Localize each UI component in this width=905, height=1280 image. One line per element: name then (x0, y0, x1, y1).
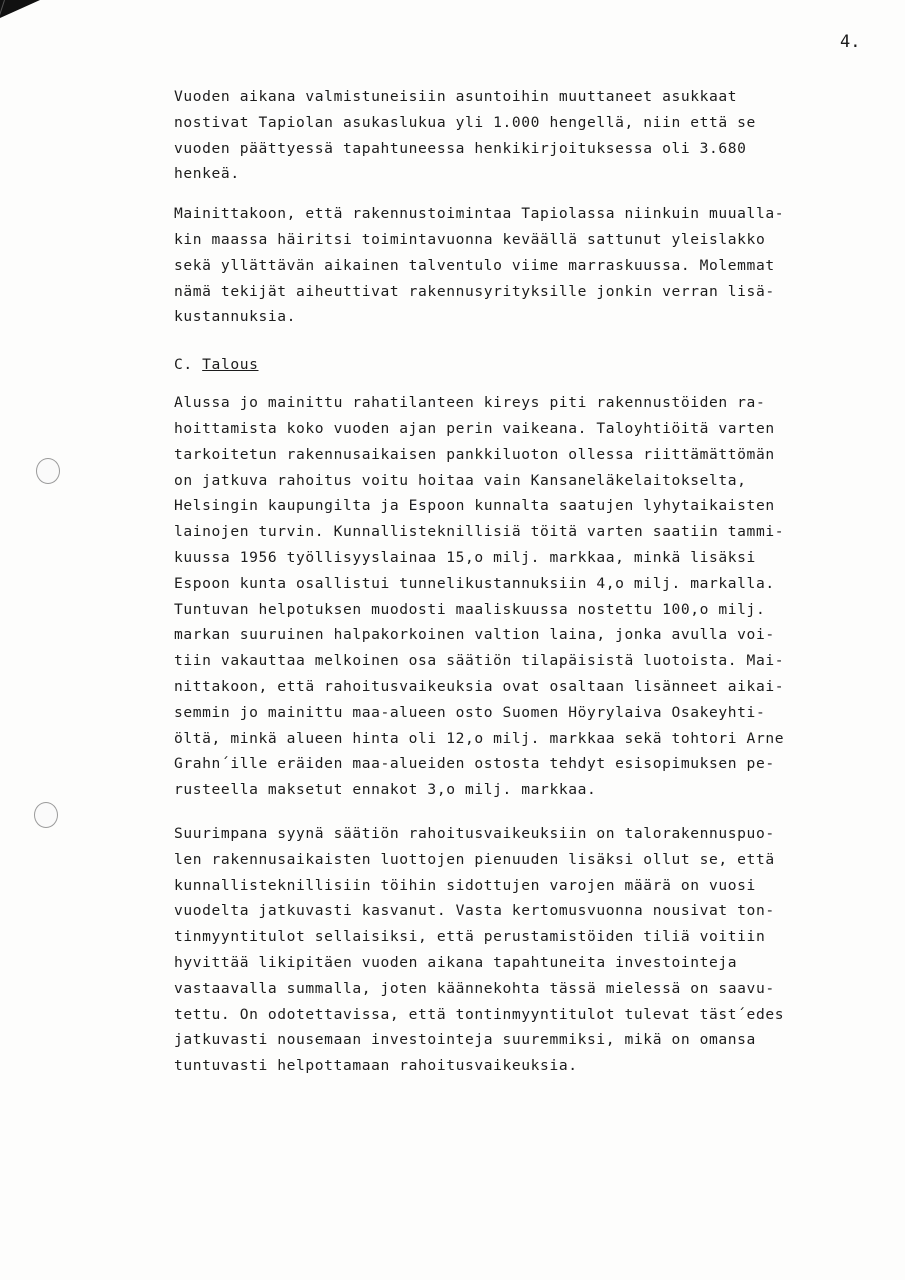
text-line: on jatkuva rahoitus voitu hoitaa vain Kansaneläkelaitokselta, (174, 471, 747, 489)
text-line: nostivat Tapiolan asukaslukua yli 1.000 hengellä, niin että se (174, 113, 756, 131)
text-line: Suurimpana syynä säätiön rahoitusvaikeuksiin on talorakennuspuo- (174, 824, 775, 842)
text-line: Grahn´ille eräiden maa-alueiden ostosta tehdyt esisopimuksen pe- (174, 755, 775, 773)
punch-hole (36, 458, 60, 484)
text-line: rusteella maksetut ennakot 3,o milj. markkaa. (174, 781, 597, 799)
text-line: nämä tekijät aiheuttivat rakennusyrityksille jonkin verran lisä- (174, 282, 775, 300)
paragraph-4 (174, 821, 879, 1079)
text-line: tinmyyntitulot sellaisiksi, että perustamistöiden tiliä voitiin (174, 928, 766, 946)
text-line: tuntuvasti helpottamaan rahoitusvaikeuksia. (174, 1057, 578, 1075)
text-line: vuodelta jatkuvasti kasvanut. Vasta kertomusvuonna nousivat ton- (174, 902, 775, 920)
text-line: vuoden päättyessä tapahtuneessa henkikirjoituksessa oli 3.680 (174, 139, 747, 157)
scan-corner-mark (0, 0, 40, 18)
text-line: öltä, minkä alueen hinta oli 12,o milj. markkaa sekä tohtori Arne (174, 729, 785, 747)
text-line: henkeä. (174, 165, 240, 183)
text-line: kin maassa häiritsi toimintavuonna keväällä sattunut yleislakko (174, 230, 766, 248)
punch-hole (34, 802, 58, 828)
text-line: len rakennusaikaisten luottojen pienuuden lisäksi ollut se, että (174, 850, 775, 868)
text-line: hyvittää likipitäen vuoden aikana tapahtuneita investointeja (174, 953, 738, 971)
document-body (174, 84, 879, 1079)
section-letter: C. (174, 356, 193, 374)
section-title: Talous (202, 356, 259, 374)
text-line: Tuntuvan helpotuksen muodosti maaliskuussa nostettu 100,o milj. (174, 600, 766, 618)
text-line: tiin vakauttaa melkoinen osa säätiön tilapäisistä luotoista. Mai- (174, 652, 785, 670)
text-line: Vuoden aikana valmistuneisiin asuntoihin muuttaneet asukkaat (174, 88, 738, 105)
text-line: kustannuksia. (174, 308, 297, 326)
text-line: jatkuvasti nousemaan investointeja suuremmiksi, mikä on omansa (174, 1031, 756, 1049)
page-number: 4. (840, 32, 861, 52)
paragraph-2 (174, 201, 879, 330)
section-heading (174, 354, 879, 376)
text-line: sekä yllättävän aikainen talventulo viime marraskuussa. Molemmat (174, 256, 775, 274)
paragraph-3 (174, 390, 879, 803)
text-line: tarkoitetun rakennusaikaisen pankkiluoton ollessa riittämättömän (174, 445, 775, 463)
text-line: Helsingin kaupungilta ja Espoon kunnalta saatujen lyhytaikaisten (174, 497, 775, 515)
text-line: vastaavalla summalla, joten käännekohta tässä mielessä on saavu- (174, 979, 775, 997)
text-line: nittakoon, että rahoitusvaikeuksia ovat osaltaan lisänneet aikai- (174, 677, 785, 695)
scan-edge-line (0, 0, 5, 124)
text-line: tettu. On odotettavissa, että tontinmyyntitulot tulevat täst´edes (174, 1005, 785, 1023)
text-line: lainojen turvin. Kunnallisteknillisiä töitä varten saatiin tammi- (174, 523, 785, 541)
text-line: Espoon kunta osallistui tunnelikustannuksiin 4,o milj. markalla. (174, 574, 775, 592)
paragraph-1 (174, 84, 879, 187)
text-line: Alussa jo mainittu rahatilanteen kireys piti rakennustöiden ra- (174, 394, 766, 412)
text-line: kunnallisteknillisiin töihin sidottujen varojen määrä on vuosi (174, 876, 756, 894)
text-line: Mainittakoon, että rakennustoimintaa Tapiolassa niinkuin muualla- (174, 205, 785, 223)
text-line: markan suuruinen halpakorkoinen valtion laina, jonka avulla voi- (174, 626, 775, 644)
text-line: semmin jo mainittu maa-alueen osto Suomen Höyrylaiva Osakeyhti- (174, 703, 766, 721)
text-line: hoittamista koko vuoden ajan perin vaikeana. Taloyhtiöitä varten (174, 419, 775, 437)
text-line: kuussa 1956 työllisyyslainaa 15,o milj. markkaa, minkä lisäksi (174, 548, 756, 566)
